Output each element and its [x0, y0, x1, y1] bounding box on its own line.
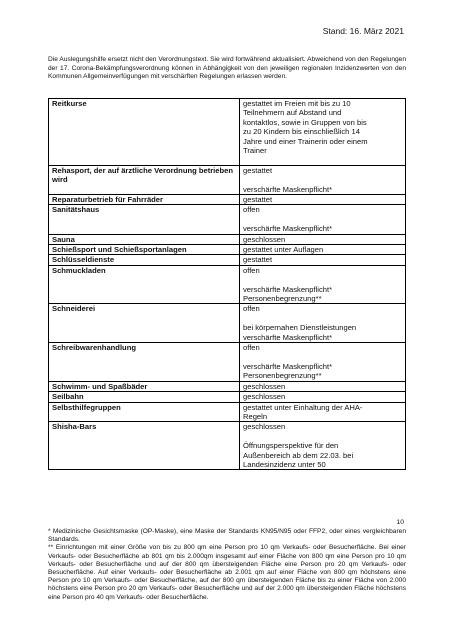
facility-status — [240, 255, 406, 265]
table-row — [49, 304, 406, 343]
rules-table — [48, 98, 406, 470]
status-line — [243, 314, 402, 323]
facility-name: Schneiderei — [49, 304, 240, 343]
facility-name: Schmuckladen — [49, 265, 240, 304]
facility-name: Rehasport, der auf ärztliche Verordnung betrieben wird — [49, 165, 240, 194]
facility-name: Sanitätshaus — [49, 205, 240, 234]
status-line: offen — [243, 205, 260, 215]
facility-status — [240, 195, 406, 205]
facility-status — [240, 343, 406, 382]
facility-status — [240, 304, 406, 343]
facility-status — [240, 165, 406, 194]
status-line: verschärfte Maskenpflicht* — [243, 361, 333, 371]
table-row — [49, 265, 406, 304]
status-line: gestattet unter Einhaltung der AHA- — [243, 402, 363, 412]
table-row — [49, 245, 406, 255]
status-line: verschärfte Maskenpflicht* — [243, 332, 333, 342]
status-line: kontaktlos, sowie in Gruppen von bis — [243, 117, 367, 127]
status-line: verschärfte Maskenpflicht* — [243, 224, 333, 234]
page-date: Stand: 16. März 2021 — [322, 26, 404, 36]
status-line: geschlossen — [243, 234, 286, 244]
facility-status — [240, 265, 406, 304]
page-number: 10 — [396, 519, 404, 526]
facility-status — [240, 381, 406, 391]
status-line: verschärfte Maskenpflicht* — [243, 184, 333, 194]
status-line: Personenbegrenzung** — [243, 371, 322, 381]
status-line: Außenbereich ab dem 22.03. bei — [243, 450, 354, 460]
facility-name: Schreibwarenhandlung — [49, 343, 240, 382]
facility-status — [240, 234, 406, 244]
facility-status — [240, 402, 406, 422]
status-line: bei körpernahen Dienstleistungen — [243, 323, 357, 333]
facility-name: Sauna — [49, 234, 240, 244]
facility-name: Schlüsseldienste — [49, 255, 240, 265]
intro-paragraph: Die Auslegungshilfe ersetzt nicht den Verordnungstext. Sie wird fortwährend aktualisiert. Abweichend von den Regelungen der 17. Corona-Bekämpfungsverordnung können in Abhängigkeit von den jeweiligen regionalen Inzidenzwerten von den Kommunen Allgemeinverfügungen mit verschärften Regelungen erlassen werden. — [48, 56, 406, 81]
status-line — [243, 352, 402, 361]
table-row — [49, 99, 406, 166]
facility-name: Shisha-Bars — [49, 422, 240, 470]
table-row — [49, 165, 406, 194]
status-line — [243, 275, 402, 284]
spacer — [243, 155, 402, 164]
status-line: Jahre und einer Trainerin oder einem — [243, 136, 368, 146]
facility-name: Seilbahn — [49, 392, 240, 402]
table-row — [49, 402, 406, 422]
status-line — [243, 432, 402, 441]
status-line: gestattet — [243, 195, 273, 205]
facility-name: Schießsport und Schießsportanlagen — [49, 245, 240, 255]
table-row — [49, 381, 406, 391]
facility-name: Reitkurse — [49, 99, 240, 166]
facility-status — [240, 245, 406, 255]
status-line: geschlossen — [243, 422, 286, 432]
table-row — [49, 205, 406, 234]
footnote-capacity: ** Einrichtungen mit einer Größe von bis zu 800 qm eine Person pro 10 qm Verkaufs- oder Besucherfläche. Bei einer Verkaufs- oder Besucherfläche ab 801 qm bis 2.000qm insgesamt auf einer Fläche von 800 qm eine Person pro 10 qm Verkaufs- oder Besucherfläche und auf der 800 qm übersteigenden Fläche eine Person pro 20 qm Verkaufs- oder Besucherfläche. Auf einer Verkaufs- oder Besucherfläche ab 2.001 qm auf einer Fläche von 800 qm höchstens eine Person pro 10 qm Verkaufs- oder Besucherfläche, auf der 800 qm übersteigenden Fläche bis zu einer Fläche von 2.000 höchstens eine Person pro 20 qm Verkaufs- oder Besucherfläche und auf der 2.000 qm übersteigenden Fläche höchstens eine Person pro 40 qm Verkaufs- oder Besucherfläche. — [48, 544, 406, 601]
status-line — [243, 175, 402, 184]
status-line: Landesinzidenz unter 50 — [243, 459, 326, 469]
status-line: gestattet — [243, 255, 273, 265]
status-line — [243, 215, 402, 224]
status-line: Personenbegrenzung** — [243, 294, 322, 304]
status-line: gestattet im Freien mit bis zu 10 — [243, 99, 351, 108]
facility-status — [240, 392, 406, 402]
facility-name: Selbsthilfegruppen — [49, 402, 240, 422]
status-line: geschlossen — [243, 392, 286, 402]
rules-table-body — [49, 99, 406, 470]
status-line: gestattet unter Auflagen — [243, 245, 324, 255]
facility-name: Schwimm- und Spaßbäder — [49, 381, 240, 391]
table-row — [49, 234, 406, 244]
status-line: gestattet — [243, 165, 273, 175]
status-line: Öffnungsperspektive für den — [243, 441, 339, 451]
table-row — [49, 392, 406, 402]
footnotes — [48, 528, 406, 602]
status-line: Trainer — [243, 146, 267, 156]
facility-status — [240, 205, 406, 234]
status-line: Regeln — [243, 411, 268, 421]
table-row — [49, 195, 406, 205]
footnote-mask: * Medizinische Gesichtsmaske (OP-Maske), eine Maske der Standards KN95/N95 oder FFP2, oder eines vergleichbaren Standards. — [48, 528, 406, 544]
facility-status — [240, 99, 406, 166]
status-line: offen — [243, 304, 260, 314]
facility-status — [240, 422, 406, 470]
status-line: geschlossen — [243, 381, 286, 391]
table-row — [49, 422, 406, 470]
status-line: verschärfte Maskenpflicht* — [243, 284, 333, 294]
status-line: offen — [243, 343, 260, 353]
table-row — [49, 255, 406, 265]
facility-name: Reparaturbetrieb für Fahrräder — [49, 195, 240, 205]
status-line: zu 20 Kindern bis einschließlich 14 — [243, 127, 360, 137]
status-line: offen — [243, 265, 260, 275]
table-row — [49, 343, 406, 382]
status-line: Teilnehmern auf Abstand und — [243, 108, 342, 118]
